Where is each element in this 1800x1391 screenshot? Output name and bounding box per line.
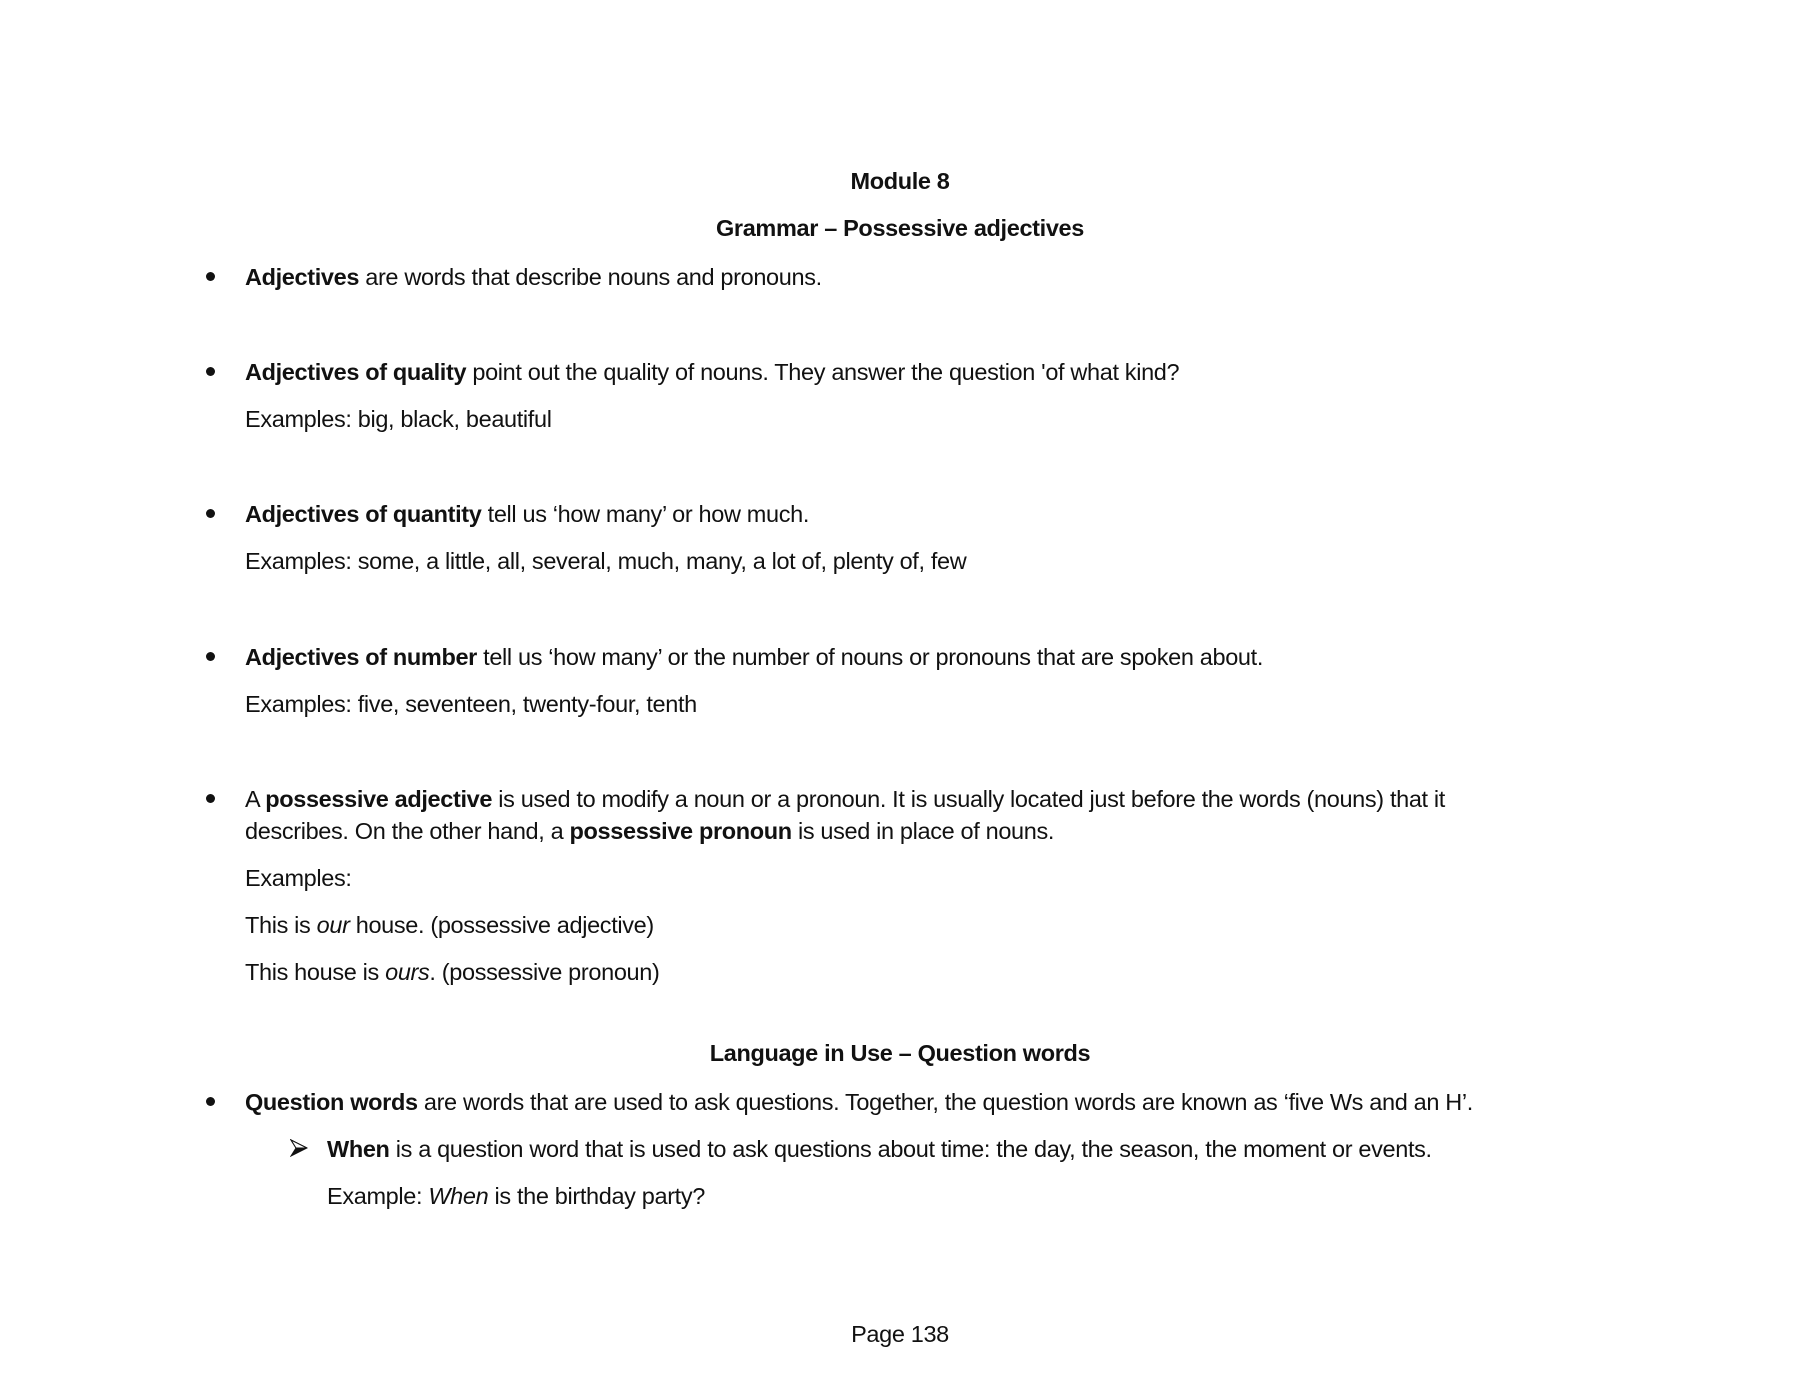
definition-number bbox=[245, 643, 1263, 671]
module-title: Module 8 bbox=[850, 168, 950, 194]
text: This house is bbox=[245, 959, 386, 985]
definition-text: point out the quality of nouns. They answer the question 'of what kind? bbox=[466, 359, 1180, 385]
example-when bbox=[327, 1182, 705, 1210]
examples-quality: Examples: big, black, beautiful bbox=[245, 406, 552, 432]
bullet-icon bbox=[206, 794, 215, 803]
text: house. (possessive adjective) bbox=[349, 912, 654, 938]
definition-text: are words that describe nouns and pronouns. bbox=[359, 264, 822, 290]
definition-text: is used to modify a noun or a pronoun. It is usually located just before the words (nouns) that it bbox=[492, 786, 1445, 812]
term: When bbox=[327, 1136, 390, 1162]
definition-quantity bbox=[245, 500, 809, 528]
bullet-icon bbox=[206, 652, 215, 661]
definition-text: is a question word that is used to ask questions about time: the day, the season, the moment or events. bbox=[389, 1136, 1432, 1162]
term: Adjectives bbox=[245, 264, 360, 290]
term: Adjectives of quantity bbox=[245, 501, 482, 527]
emphasis: When bbox=[428, 1183, 489, 1209]
examples-number: Examples: five, seventeen, twenty-four, tenth bbox=[245, 691, 697, 717]
text: is the birthday party? bbox=[488, 1183, 705, 1209]
term: possessive pronoun bbox=[569, 818, 792, 844]
emphasis: ours bbox=[385, 959, 430, 985]
language-in-use-title: Language in Use – Question words bbox=[709, 1040, 1091, 1066]
term: Adjectives of number bbox=[245, 644, 477, 670]
term: Question words bbox=[245, 1089, 418, 1115]
emphasis: our bbox=[316, 912, 350, 938]
text: This is bbox=[245, 912, 317, 938]
bullet-icon bbox=[206, 272, 215, 281]
page-number: Page 138 bbox=[851, 1321, 949, 1347]
bullet-icon bbox=[206, 367, 215, 376]
definition-text: tell us ‘how many’ or the number of nouns or pronouns that are spoken about. bbox=[476, 644, 1264, 670]
bullet-icon bbox=[206, 509, 215, 518]
definition-quality bbox=[245, 358, 1179, 386]
section-title: Grammar – Possessive adjectives bbox=[715, 215, 1084, 241]
definition-possessive-line1 bbox=[245, 785, 1445, 813]
term: possessive adjective bbox=[265, 786, 493, 812]
bullet-icon bbox=[206, 1097, 215, 1106]
definition-possessive-line2 bbox=[245, 817, 1054, 845]
term: Adjectives of quality bbox=[245, 359, 467, 385]
example-possessive-pronoun bbox=[245, 958, 659, 986]
examples-quantity: Examples: some, a little, all, several, much, many, a lot of, plenty of, few bbox=[245, 548, 967, 574]
text: . (possessive pronoun) bbox=[429, 959, 660, 985]
examples-label: Examples: bbox=[245, 865, 352, 891]
example-possessive-adjective bbox=[245, 911, 654, 939]
text: A bbox=[245, 786, 266, 812]
definition-question-words bbox=[245, 1088, 1473, 1116]
definition-adjectives bbox=[245, 263, 822, 291]
definition-when bbox=[327, 1135, 1432, 1163]
definition-text: are words that are used to ask questions. Together, the question words are known as ‘five Ws and an H’. bbox=[417, 1089, 1473, 1115]
text: Example: bbox=[327, 1183, 429, 1209]
definition-text: is used in place of nouns. bbox=[791, 818, 1055, 844]
arrow-bullet-icon bbox=[290, 1139, 308, 1157]
definition-text: describes. On the other hand, a bbox=[245, 818, 570, 844]
definition-text: tell us ‘how many’ or how much. bbox=[481, 501, 809, 527]
